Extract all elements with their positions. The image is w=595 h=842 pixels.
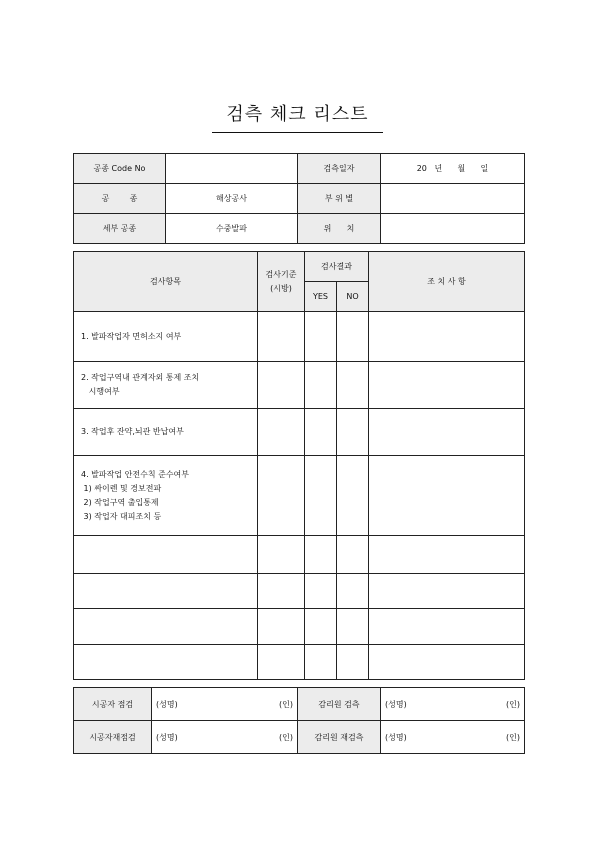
title-wrap [0, 100, 595, 133]
checklist-empty-row [74, 536, 525, 574]
checklist-empty-row [74, 609, 525, 645]
result-header: 검사결과 [305, 252, 369, 282]
seal-placeholder: (인) [506, 699, 520, 709]
criteria-cell[interactable] [258, 645, 305, 680]
supervisor-check-label: 감리원 검측 [298, 688, 381, 721]
item-line: 3) 작업자 대피조치 등 [81, 511, 162, 521]
info-row-work [74, 184, 525, 214]
criteria-cell[interactable] [258, 574, 305, 609]
action-header: 조 치 사 항 [369, 252, 525, 312]
contractor-sign-field[interactable] [152, 688, 298, 721]
item-line: 시행여부 [81, 387, 120, 396]
item-text [74, 456, 258, 536]
checklist-row [74, 409, 525, 456]
criteria-cell[interactable] [258, 362, 305, 409]
info-row-code [74, 154, 525, 184]
action-cell[interactable] [369, 645, 525, 680]
supervisor-sign-field[interactable] [381, 688, 525, 721]
yes-cell[interactable] [305, 312, 337, 362]
item-line: 3. 작업후 잔약,뇌관 반납여부 [81, 427, 184, 436]
yes-cell[interactable] [305, 409, 337, 456]
work-code-label: 공종 Code No [74, 154, 166, 184]
no-cell[interactable] [337, 609, 369, 645]
yes-cell[interactable] [305, 645, 337, 680]
checklist-header-row [74, 252, 525, 282]
work-code-field[interactable] [166, 154, 298, 184]
item-text [74, 409, 258, 456]
drawing-label: 부 위 별 [298, 184, 381, 214]
date-day-unit: 일 [480, 164, 489, 173]
criteria-header-line1: 검사기준 [265, 269, 297, 279]
action-cell[interactable] [369, 362, 525, 409]
criteria-header-line2: (시방) [270, 283, 292, 293]
criteria-cell[interactable] [258, 536, 305, 574]
seal-placeholder: (인) [279, 699, 293, 709]
drawing-field[interactable] [381, 184, 525, 214]
checklist-row [74, 312, 525, 362]
sub-work-label: 세부 공종 [74, 214, 166, 244]
item-line: 1. 발파작업자 면허소지 여부 [81, 331, 182, 341]
criteria-cell[interactable] [258, 456, 305, 536]
item-text [74, 312, 258, 362]
yes-cell[interactable] [305, 574, 337, 609]
criteria-cell[interactable] [258, 609, 305, 645]
yes-cell[interactable] [305, 609, 337, 645]
yes-cell[interactable] [305, 536, 337, 574]
criteria-cell[interactable] [258, 409, 305, 456]
item-text [74, 362, 258, 409]
info-row-sub [74, 214, 525, 244]
location-label: 위 치 [298, 214, 381, 244]
yes-cell[interactable] [305, 456, 337, 536]
inspection-date-label: 검측일자 [298, 154, 381, 184]
action-cell[interactable] [369, 312, 525, 362]
yes-header: YES [305, 282, 337, 312]
signature-table [73, 687, 525, 754]
action-cell[interactable] [369, 609, 525, 645]
name-placeholder: (성명) [385, 699, 407, 709]
no-cell[interactable] [337, 409, 369, 456]
date-month-unit: 월 [457, 164, 466, 173]
no-cell[interactable] [337, 645, 369, 680]
no-cell[interactable] [337, 362, 369, 409]
action-cell[interactable] [369, 536, 525, 574]
yes-cell[interactable] [305, 362, 337, 409]
item-cell[interactable] [74, 609, 258, 645]
checklist-empty-row [74, 574, 525, 609]
item-line: 4. 발파작업 안전수칙 준수여부 [81, 469, 189, 479]
inspection-date-field[interactable] [381, 154, 525, 184]
checklist-row [74, 456, 525, 536]
name-placeholder: (성명) [385, 732, 407, 742]
criteria-header [258, 252, 305, 312]
work-type-field[interactable]: 해상공사 [166, 184, 298, 214]
checklist-table [73, 251, 525, 680]
item-cell[interactable] [74, 536, 258, 574]
checklist-row [74, 362, 525, 409]
name-placeholder: (성명) [156, 732, 178, 742]
no-cell[interactable] [337, 574, 369, 609]
item-line: 2. 작업구역내 관계자외 통제 조치 [81, 373, 200, 382]
no-cell[interactable] [337, 536, 369, 574]
info-table [73, 153, 525, 244]
no-cell[interactable] [337, 456, 369, 536]
location-field[interactable] [381, 214, 525, 244]
action-cell[interactable] [369, 456, 525, 536]
name-placeholder: (성명) [156, 699, 178, 709]
seal-placeholder: (인) [506, 732, 520, 742]
no-header: NO [337, 282, 369, 312]
supervisor-resign-field[interactable] [381, 721, 525, 754]
item-line: 2) 작업구역 출입통제 [81, 497, 159, 507]
page-title: 검측 체크 리스트 [212, 100, 382, 133]
criteria-cell[interactable] [258, 312, 305, 362]
checklist-empty-row [74, 645, 525, 680]
date-year: 20 [416, 164, 427, 173]
date-year-unit: 년 [434, 164, 443, 173]
item-cell[interactable] [74, 574, 258, 609]
signature-row-second [74, 721, 525, 754]
action-cell[interactable] [369, 409, 525, 456]
work-type-label: 공 종 [74, 184, 166, 214]
contractor-check-label: 시공자 점검 [74, 688, 152, 721]
contractor-recheck-label: 시공자재점검 [74, 721, 152, 754]
item-cell[interactable] [74, 645, 258, 680]
item-header: 검사항목 [74, 252, 258, 312]
item-line: 1) 싸이렌 및 경보전파 [81, 483, 162, 493]
contractor-resign-field[interactable] [152, 721, 298, 754]
signature-row-first [74, 688, 525, 721]
supervisor-recheck-label: 감리원 재검측 [298, 721, 381, 754]
seal-placeholder: (인) [279, 732, 293, 742]
sub-work-field[interactable]: 수중발파 [166, 214, 298, 244]
no-cell[interactable] [337, 312, 369, 362]
action-cell[interactable] [369, 574, 525, 609]
